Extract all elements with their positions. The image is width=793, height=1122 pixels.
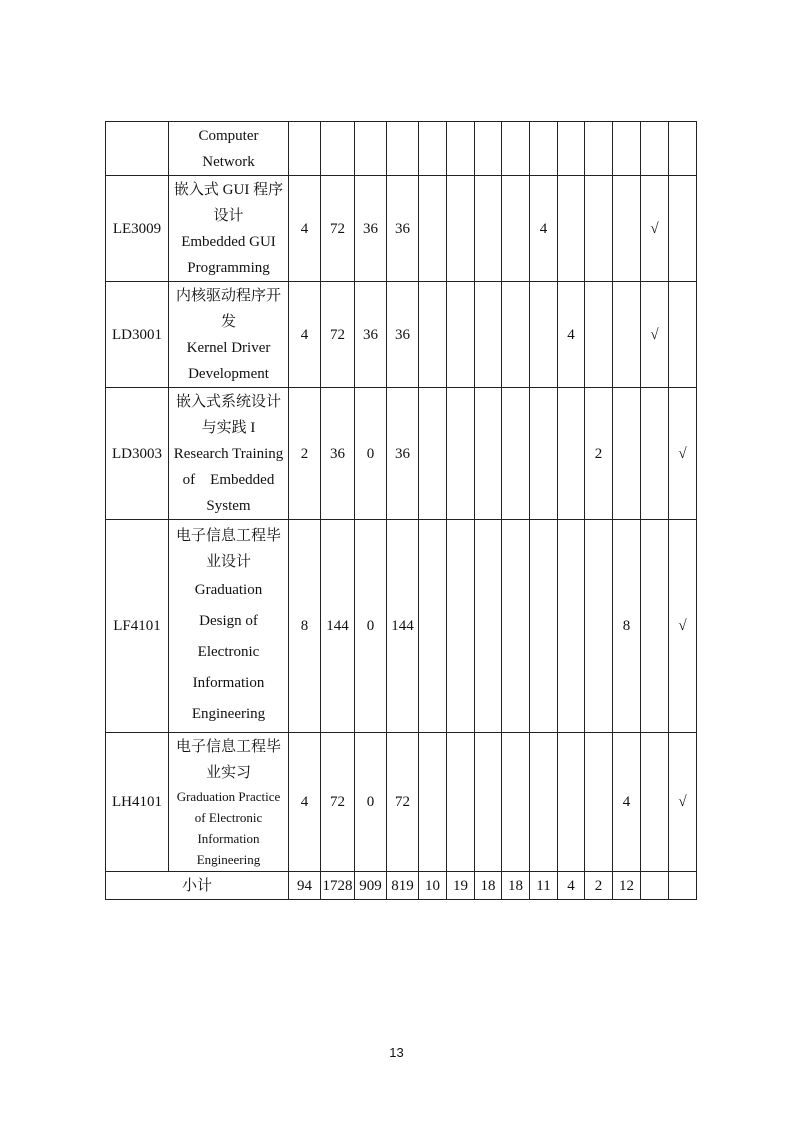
table-row [106,122,697,176]
exam-cell: √ [641,176,669,282]
semester-5-cell [530,282,558,388]
exam-cell [641,733,669,872]
subtotal-credits: 94 [289,872,321,900]
semester-4-cell [502,388,530,520]
page-number: 13 [389,1045,404,1060]
practice-hours-cell: 144 [387,520,419,733]
course-name: Computer Network [169,122,289,176]
exam-cell [641,520,669,733]
semester-7-cell [585,733,613,872]
semester-7-cell [585,176,613,282]
practice-hours-cell: 72 [387,733,419,872]
semester-6-cell [558,122,585,176]
semester-3-cell [475,388,502,520]
total-hours-cell: 36 [321,388,355,520]
practice-hours-cell: 36 [387,388,419,520]
exam-cell [641,122,669,176]
semester-7-cell: 2 [585,388,613,520]
course-name: 电子信息工程毕 业设计 Graduation Design of Electronic Information Engineering [169,520,289,733]
theory-hours-cell: 36 [355,176,387,282]
course-name: 内核驱动程序开 发 Kernel Driver Development [169,282,289,388]
assessment-cell [669,176,697,282]
course-code: LF4101 [106,520,169,733]
semester-4-cell [502,176,530,282]
subtotal-assessment [669,872,697,900]
theory-hours-cell: 36 [355,282,387,388]
semester-1-cell [419,733,447,872]
assessment-cell: √ [669,388,697,520]
theory-hours-cell: 0 [355,388,387,520]
semester-8-cell [613,122,641,176]
semester-5-cell [530,733,558,872]
practice-hours-cell: 36 [387,282,419,388]
table-row [106,733,697,872]
course-name: 嵌入式 GUI 程序 设计 Embedded GUI Programming [169,176,289,282]
credits-cell [289,122,321,176]
subtotal-semester-6: 4 [558,872,585,900]
table-row [106,176,697,282]
semester-7-cell [585,282,613,388]
semester-2-cell [447,282,475,388]
subtotal-row [106,872,697,900]
semester-3-cell [475,176,502,282]
subtotal-semester-2: 19 [447,872,475,900]
semester-5-cell [530,520,558,733]
subtotal-semester-4: 18 [502,872,530,900]
semester-2-cell [447,388,475,520]
semester-7-cell [585,520,613,733]
semester-1-cell [419,176,447,282]
semester-3-cell [475,733,502,872]
semester-6-cell [558,520,585,733]
course-code: LE3009 [106,176,169,282]
semester-6-cell [558,176,585,282]
course-code [106,122,169,176]
credits-cell: 4 [289,176,321,282]
theory-hours-cell: 0 [355,520,387,733]
total-hours-cell [321,122,355,176]
semester-5-cell [530,388,558,520]
assessment-cell [669,122,697,176]
theory-hours-cell: 0 [355,733,387,872]
credits-cell: 8 [289,520,321,733]
subtotal-practice-hours: 819 [387,872,419,900]
table-row [106,388,697,520]
table-row [106,282,697,388]
semester-8-cell [613,282,641,388]
subtotal-semester-7: 2 [585,872,613,900]
semester-6-cell [558,733,585,872]
semester-6-cell [558,388,585,520]
credits-cell: 2 [289,388,321,520]
semester-1-cell [419,388,447,520]
assessment-cell [669,282,697,388]
semester-8-cell [613,388,641,520]
semester-2-cell [447,733,475,872]
exam-cell: √ [641,282,669,388]
subtotal-semester-8: 12 [613,872,641,900]
semester-5-cell: 4 [530,176,558,282]
theory-hours-cell [355,122,387,176]
total-hours-cell: 144 [321,520,355,733]
table-row [106,520,697,733]
subtotal-semester-1: 10 [419,872,447,900]
semester-8-cell [613,176,641,282]
credits-cell: 4 [289,733,321,872]
semester-4-cell [502,733,530,872]
subtotal-semester-3: 18 [475,872,502,900]
semester-3-cell [475,520,502,733]
semester-5-cell [530,122,558,176]
assessment-cell: √ [669,520,697,733]
curriculum-table [105,121,697,900]
semester-4-cell [502,520,530,733]
practice-hours-cell: 36 [387,176,419,282]
assessment-cell: √ [669,733,697,872]
semester-1-cell [419,122,447,176]
course-code: LD3001 [106,282,169,388]
course-name: 嵌入式系统设计 与实践 I Research Training of Embedded System [169,388,289,520]
semester-2-cell [447,520,475,733]
subtotal-semester-5: 11 [530,872,558,900]
exam-cell [641,388,669,520]
semester-4-cell [502,122,530,176]
subtotal-label: 小计 [106,872,289,900]
subtotal-exam [641,872,669,900]
semester-2-cell [447,176,475,282]
semester-2-cell [447,122,475,176]
course-code: LH4101 [106,733,169,872]
semester-8-cell: 8 [613,520,641,733]
semester-8-cell: 4 [613,733,641,872]
semester-3-cell [475,122,502,176]
semester-1-cell [419,282,447,388]
total-hours-cell: 72 [321,176,355,282]
semester-7-cell [585,122,613,176]
total-hours-cell: 72 [321,733,355,872]
subtotal-total-hours: 1728 [321,872,355,900]
semester-6-cell: 4 [558,282,585,388]
credits-cell: 4 [289,282,321,388]
semester-4-cell [502,282,530,388]
course-code: LD3003 [106,388,169,520]
total-hours-cell: 72 [321,282,355,388]
semester-3-cell [475,282,502,388]
course-name: 电子信息工程毕 业实习 Graduation Practice of Electronic Information Engineering [169,733,289,872]
practice-hours-cell [387,122,419,176]
semester-1-cell [419,520,447,733]
subtotal-theory-hours: 909 [355,872,387,900]
